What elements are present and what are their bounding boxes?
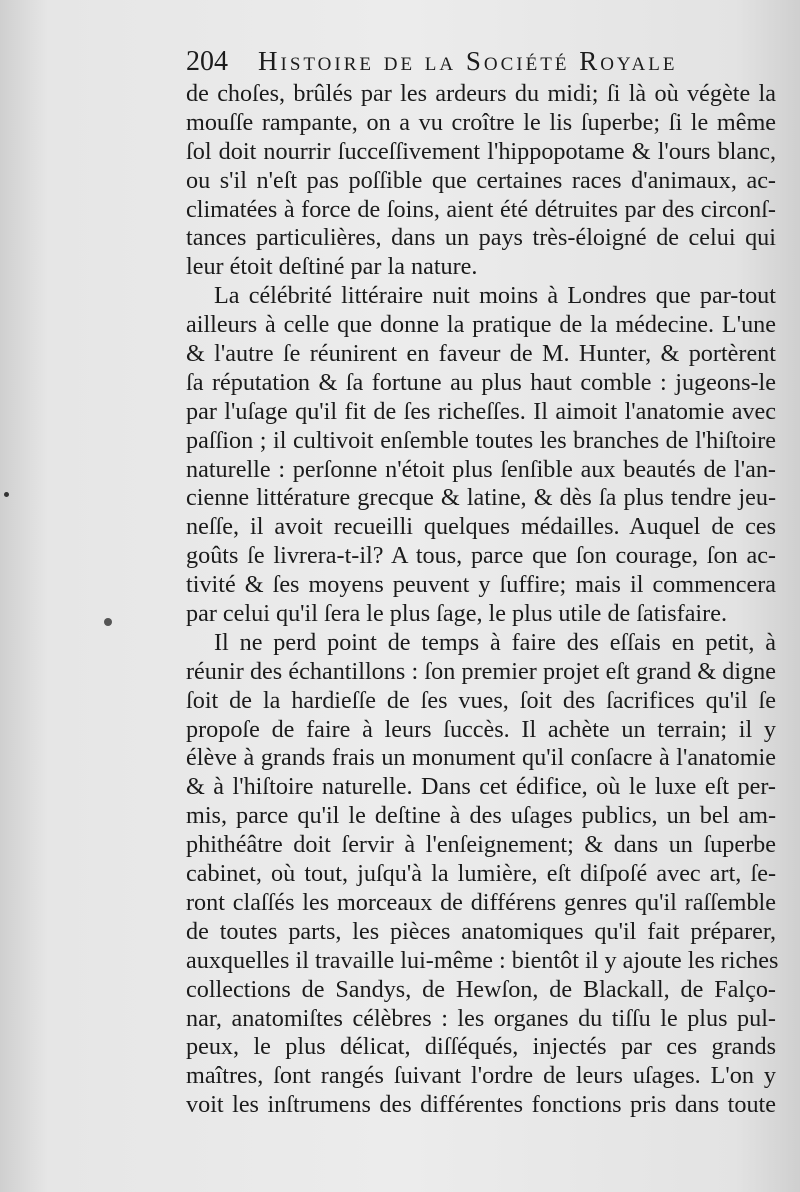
- running-title: Histoire de la Société Royale: [258, 46, 678, 76]
- text-line: élève à grands frais un monument qu'il conſacre à l'anatomie: [186, 744, 776, 772]
- text-line: ailleurs à celle que donne la pratique de la médecine. L'une: [186, 311, 776, 339]
- text-line: cabinet, où tout, juſqu'à la lumière, eſt diſpoſé avec art, ſe-: [186, 860, 776, 888]
- text-line: maîtres, ſont rangés ſuivant l'ordre de leurs uſages. L'on y: [186, 1062, 776, 1090]
- text-line: ſa réputation & ſa fortune au plus haut comble : jugeons-le: [186, 368, 776, 396]
- text-line: voit les inſtrumens des différentes fonctions pris dans toute: [186, 1091, 776, 1119]
- text-line: tivité & ſes moyens peuvent y ſuffire; mais il commencera: [186, 571, 776, 599]
- text-line: leur étoit deſtiné par la nature.: [186, 253, 478, 281]
- text-line: propoſe de faire à leurs ſuccès. Il achète un terrain; il y: [186, 715, 776, 743]
- text-line: par l'uſage qu'il fit de ſes richeſſes. Il aimoit l'anatomie avec: [186, 397, 776, 425]
- text-line: La célébrité littéraire nuit moins à Londres que par-tout: [214, 282, 776, 310]
- text-line: & à l'hiſtoire naturelle. Dans cet édifice, où le luxe eſt per-: [186, 773, 776, 801]
- text-line: & l'autre ſe réunirent en faveur de M. Hunter, & portèrent: [186, 340, 776, 368]
- text-line: goûts ſe livrera-t-il? A tous, parce que ſon courage, ſon ac-: [186, 542, 776, 570]
- text-line: nar, anatomiſtes célèbres : les organes du tiſſu le plus pul-: [186, 1004, 776, 1032]
- paragraph-3: [186, 628, 779, 1120]
- page-header: [186, 44, 746, 80]
- text-line: par celui qu'il ſera le plus ſage, le plus utile de ſatisfaire.: [186, 600, 727, 628]
- text-line: neſſe, il avoit recueilli quelques médailles. Auquel de ces: [186, 513, 776, 541]
- text-line: de toutes parts, les pièces anatomiques qu'il fait préparer,: [186, 917, 776, 945]
- text-line: ſoit de la hardieſſe de ſes vues, ſoit des ſacrifices qu'il ſe: [186, 686, 776, 714]
- text-line: collections de Sandys, de Hewſon, de Blackall, de Falço-: [186, 975, 776, 1003]
- text-line: climatées à force de ſoins, aient été détruites par des circonſ-: [186, 195, 776, 223]
- text-line: réunir des échantillons : ſon premier projet eſt grand & digne: [186, 657, 776, 685]
- paragraph-1: [186, 80, 776, 282]
- paragraph-2: [186, 282, 776, 629]
- text-line: phithéâtre doit ſervir à l'enſeignement; & dans un ſuperbe: [186, 831, 776, 859]
- text-line: naturelle : perſonne n'étoit plus ſenſible aux beautés de l'an-: [186, 455, 776, 483]
- body-text: [186, 80, 779, 1120]
- text-line: auxquelles il travaille lui-même : bientôt il y ajoute les riches: [186, 946, 779, 974]
- text-line: mis, parce qu'il le deſtine à des uſages publics, un bel am-: [186, 802, 776, 830]
- text-line: ſol doit nourrir ſucceſſivement l'hippopotame & l'ours blanc,: [186, 137, 776, 165]
- text-line: peux, le plus délicat, diſſéqués, injectés par ces grands: [186, 1033, 776, 1061]
- text-line: mouſſe rampante, on a vu croître le lis ſuperbe; ſi le même: [186, 108, 776, 136]
- text-line: tances particulières, dans un pays très-éloigné de celui qui: [186, 224, 776, 252]
- text-line: ront claſſés les morceaux de différens genres qu'il raſſemble: [186, 888, 776, 916]
- ink-speck: [4, 492, 9, 497]
- text-line: de choſes, brûlés par les ardeurs du midi; ſi là où végète la: [186, 80, 776, 107]
- text-line: ou s'il n'eſt pas poſſible que certaines races d'animaux, ac-: [186, 166, 776, 194]
- text-line: Il ne perd point de temps à faire des eſſais en petit, à: [214, 628, 776, 656]
- text-line: cienne littérature grecque & latine, & dès ſa plus tendre jeu-: [186, 484, 776, 512]
- ink-speck: [104, 618, 112, 626]
- page-number: 204: [186, 46, 228, 77]
- text-line: paſſion ; il cultivoit enſemble toutes les branches de l'hiſtoire: [186, 426, 776, 454]
